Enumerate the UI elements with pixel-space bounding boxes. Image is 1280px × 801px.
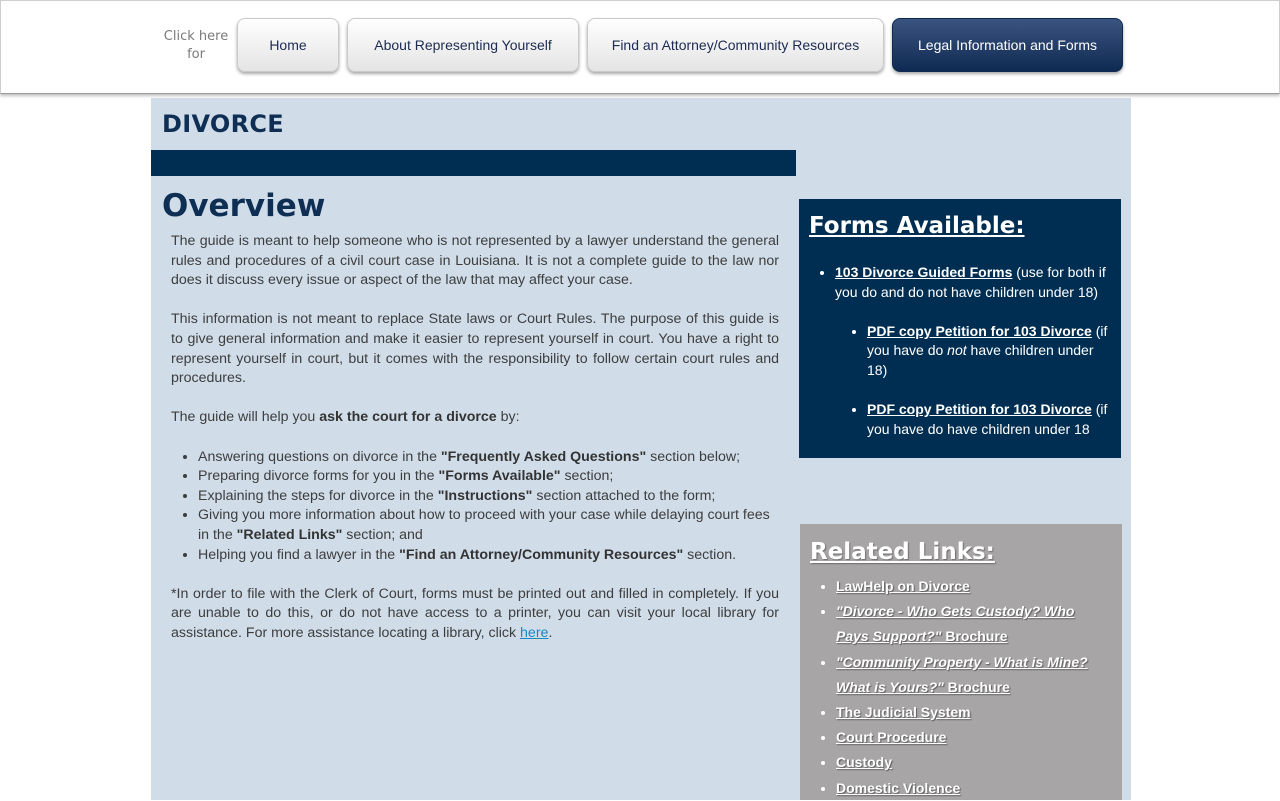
nav-about-label: About Representing Yourself: [374, 37, 552, 53]
bullet-text: Giving you more information about how to proceed with your case while delaying court fees in the: [198, 507, 770, 543]
link-text: Domestic Violence: [836, 779, 961, 796]
forms-list: [809, 263, 1111, 459]
overview-paragraph-2: This information is not meant to replace State laws or Court Rules. The purpose of this guide is to give general information and make it easier to represent yourself in court. You have a right to represent yourself in court, but it comes with the responsibility to follow certain court rules and procedures.: [171, 311, 779, 387]
bullet-text: Answering questions on divorce in the: [198, 448, 441, 465]
bullet-text: section;: [560, 468, 614, 485]
link-text-italic: "Community Property - What is Mine? What is Yours?": [836, 653, 1088, 695]
bullet-text: section attached to the form;: [532, 487, 716, 504]
list-item: [198, 448, 779, 468]
para3-after: by:: [496, 409, 520, 426]
para4-text: *In order to file with the Clerk of Court, forms must be printed out and filled in completely. If you are unable to do this, or do not have access to a printer, you can visit your local library for assistance. For more assistance locating a library, click: [171, 585, 779, 641]
judicial-system-link[interactable]: [836, 704, 971, 720]
link-text: Brochure: [941, 628, 1008, 645]
guided-forms-link[interactable]: 103 Divorce Guided Forms: [835, 264, 1013, 280]
bullet-text: Preparing divorce forms for you in the: [198, 468, 439, 485]
community-property-brochure-link[interactable]: [836, 654, 1088, 695]
title-divider-bar: [151, 150, 796, 176]
nav-attorney-button[interactable]: [587, 18, 884, 72]
bullet-bold: "Related Links": [236, 526, 343, 543]
list-item: [836, 700, 1110, 725]
overview-paragraph-4: [171, 585, 779, 644]
related-links-box: [800, 524, 1122, 800]
list-item: [835, 263, 1111, 439]
overview-paragraph-1: The guide is meant to help someone who is not represented by a lawyer understand the general rules and procedures of a civil court case in Louisiana. It is not a complete guide to the law nor does it discuss every issue or aspect of the law that may affect your case.: [171, 233, 779, 289]
guided-forms-note: (use for both if you do and do not have children under 18): [835, 264, 1106, 300]
list-item: [198, 467, 779, 487]
click-here-label: [159, 28, 233, 64]
bullet-bold: "Forms Available": [438, 468, 561, 485]
forms-available-title: Forms Available:: [809, 213, 1025, 239]
list-item: [836, 650, 1110, 700]
bullet-text: section; and: [342, 526, 423, 543]
overview-body: [171, 232, 779, 663]
link-text-italic: "Divorce - Who Gets Custody? Who Pays Support?": [836, 603, 1075, 645]
custody-support-brochure-link[interactable]: [836, 603, 1074, 644]
petition-no-children-link[interactable]: PDF copy Petition for 103 Divorce: [867, 322, 1092, 339]
lawhelp-divorce-link[interactable]: [836, 578, 970, 594]
list-item: [198, 506, 779, 545]
list-item: [198, 487, 779, 507]
nav-home-button[interactable]: [237, 18, 339, 72]
overview-heading: Overview: [162, 188, 326, 224]
list-item: [867, 322, 1111, 381]
related-links-title: Related Links:: [810, 539, 995, 565]
bullet-text: Explaining the steps for divorce in the: [198, 487, 438, 504]
domestic-violence-link[interactable]: [836, 780, 960, 796]
bullet-text: Helping you find a lawyer in the: [198, 546, 400, 563]
para3-bold: ask the court for a divorce: [319, 409, 497, 426]
list-item: [867, 400, 1111, 439]
list-item: [836, 776, 1110, 801]
link-text: Custody: [836, 754, 892, 771]
petition-note: (if you have do: [867, 322, 1108, 359]
click-here-line1: Click here: [163, 29, 229, 44]
link-text: Brochure: [943, 678, 1010, 695]
overview-paragraph-3: [171, 408, 779, 428]
petition-note: have children under 18): [867, 342, 1094, 378]
nav-legal-info-button[interactable]: [892, 18, 1123, 72]
page-title: DIVORCE: [162, 110, 284, 138]
guide-bullet-list: [171, 448, 779, 566]
bullet-bold: "Find an Attorney/Community Resources": [399, 546, 684, 563]
custody-link[interactable]: [836, 754, 892, 770]
click-here-line2: for: [187, 47, 205, 62]
nav-attorney-label: Find an Attorney/Community Resources: [611, 37, 860, 53]
bullet-bold: "Instructions": [437, 487, 533, 504]
court-procedure-link[interactable]: [836, 729, 946, 745]
petition-with-children-link[interactable]: PDF copy Petition for 103 Divorce: [867, 401, 1092, 418]
petition-note-italic: not: [947, 342, 967, 359]
nav-about-button[interactable]: [347, 18, 579, 72]
list-item: [198, 546, 779, 566]
list-item: [836, 750, 1110, 775]
nav-home-label: Home: [269, 37, 307, 53]
forms-available-box: [799, 199, 1121, 458]
bullet-bold: "Frequently Asked Questions": [440, 448, 647, 465]
library-here-link[interactable]: here: [520, 624, 549, 641]
bullet-text: section below;: [646, 448, 741, 465]
site-header: [0, 0, 1280, 94]
list-item: [836, 725, 1110, 750]
petition-note: (if you have do have children under 18: [867, 401, 1108, 437]
list-item: [836, 599, 1110, 649]
link-text: Court Procedure: [836, 729, 947, 746]
link-text: The Judicial System: [836, 704, 971, 721]
para3-before: The guide will help you: [171, 409, 320, 426]
bullet-text: section.: [683, 546, 737, 563]
para4-end: .: [548, 624, 553, 641]
related-links-list: [810, 574, 1110, 801]
list-item: [836, 574, 1110, 599]
nav-legal-info-label: Legal Information and Forms: [918, 37, 1097, 53]
link-text: LawHelp on Divorce: [836, 578, 970, 594]
